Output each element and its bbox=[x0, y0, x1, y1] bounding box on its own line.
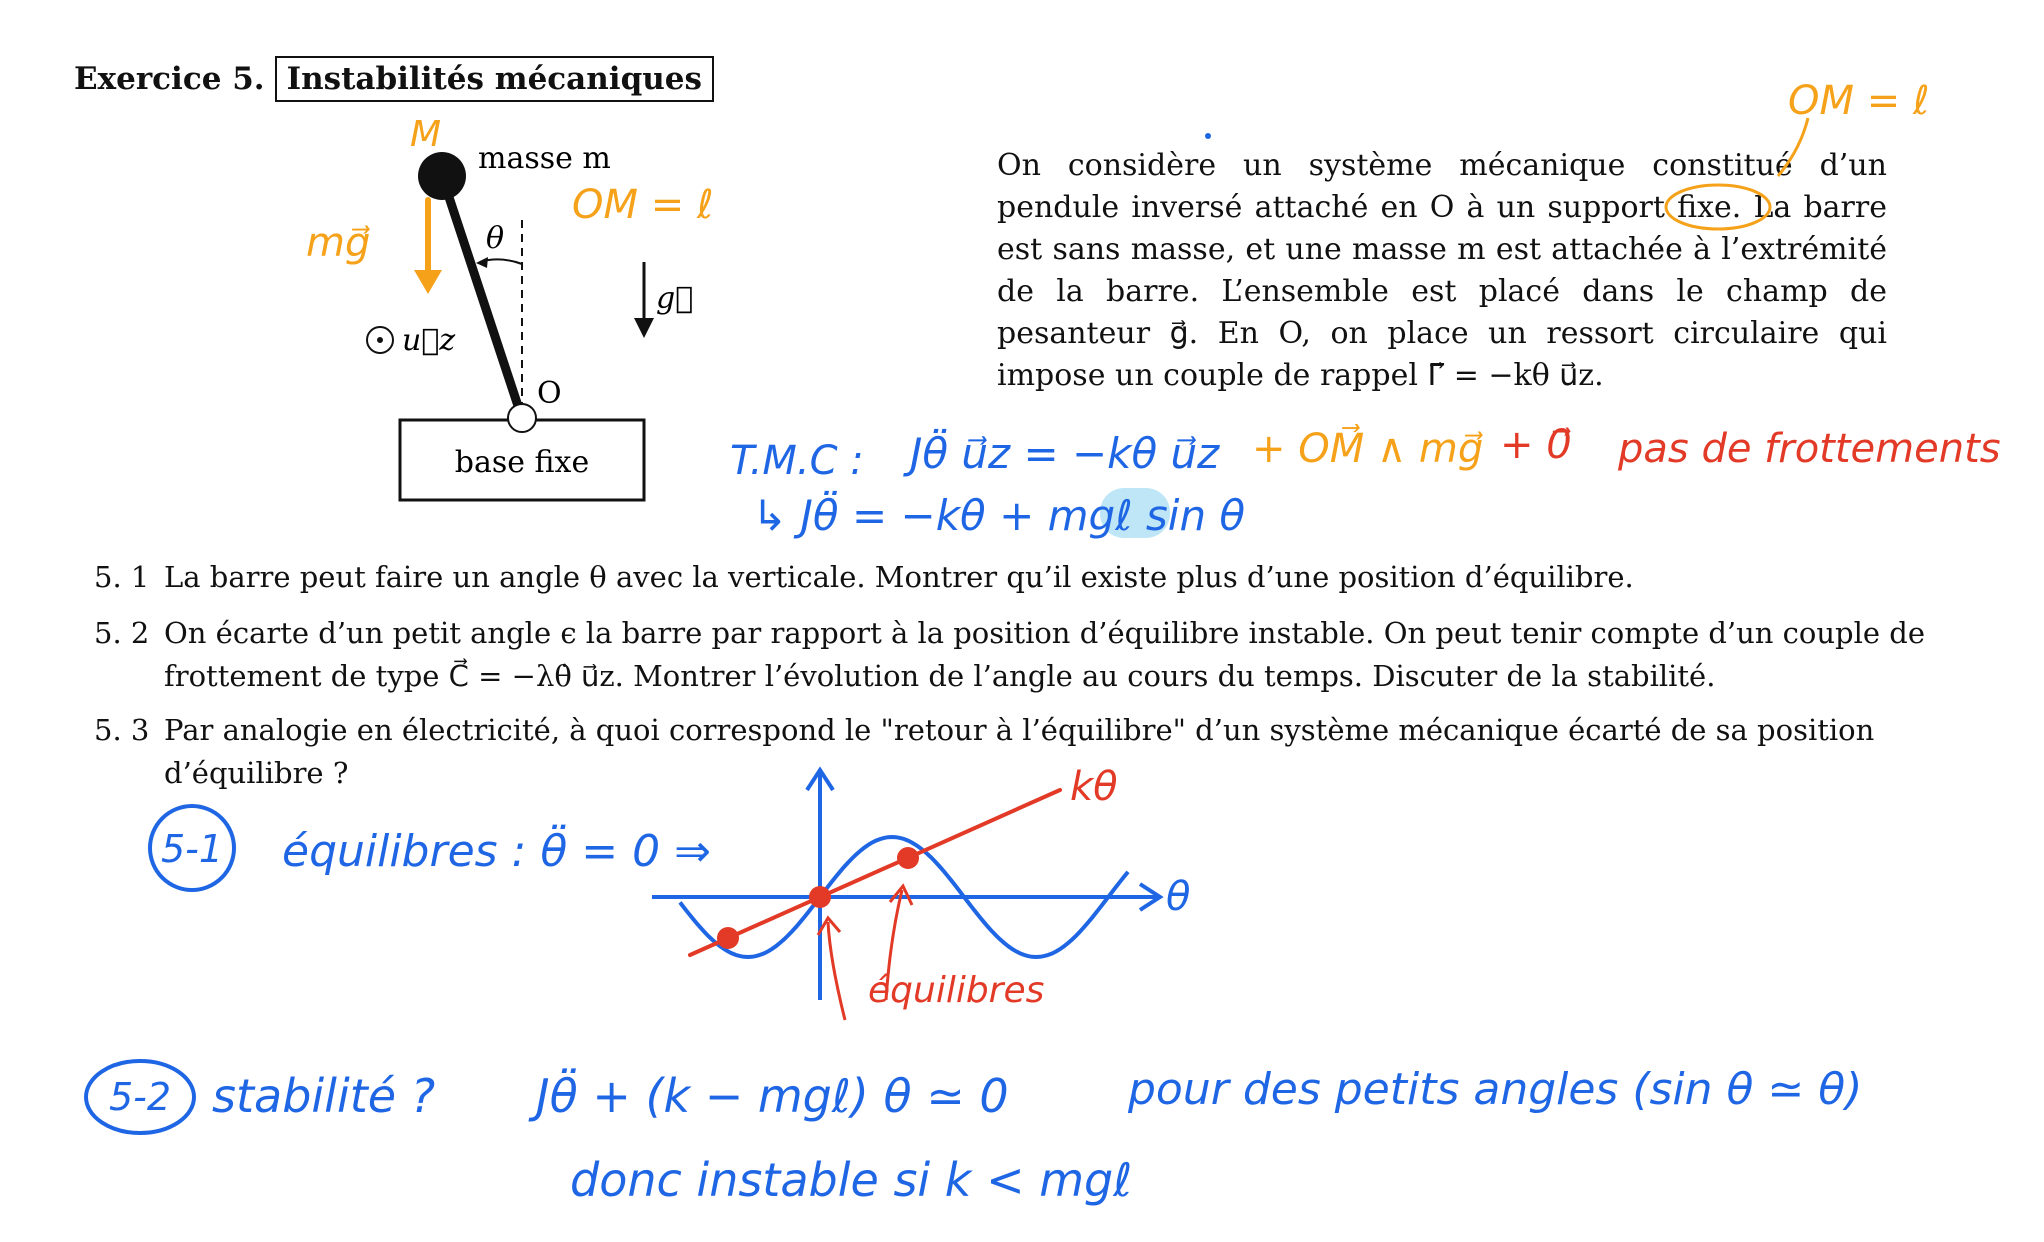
exercise-title: Instabilités mécaniques bbox=[275, 56, 714, 102]
origin-label: O bbox=[537, 376, 562, 411]
equilibrium-point-1 bbox=[717, 927, 739, 949]
equilibrium-point-3 bbox=[897, 847, 919, 869]
equilibrium-point-2 bbox=[809, 886, 831, 908]
gravity-label: g⃗ bbox=[656, 281, 694, 316]
base-label: base fixe bbox=[454, 445, 590, 480]
plot-k-theta-label: kθ bbox=[1070, 764, 1118, 810]
question-number: 5. 2 bbox=[94, 616, 150, 650]
small-angle-note: pour des petits angles (sin θ ≃ θ) bbox=[1128, 1064, 1863, 1115]
question-text: La barre peut faire un angle θ avec la verticale. Montrer qu’il existe plus d’une position d’équilibre. bbox=[164, 560, 1634, 594]
theta-label: θ bbox=[486, 221, 505, 256]
uz-label: u⃗z bbox=[402, 323, 456, 358]
plot-equilibria-label: équilibres bbox=[868, 970, 1045, 1011]
om-length-corner-note: OM = ℓ bbox=[1788, 78, 1930, 124]
exercise-label: Exercice 5. bbox=[74, 61, 265, 97]
section-5-2-tag: 5-2 bbox=[108, 1075, 172, 1119]
pointer-to-origin bbox=[828, 922, 845, 1020]
tmc-moment-term: + OM⃗ ∧ mg⃗ bbox=[1252, 426, 1484, 472]
point-m-label: M bbox=[410, 114, 442, 155]
plot-theta-label: θ bbox=[1166, 874, 1191, 920]
tmc-result-equation: ↳ Jθ̈ = −kθ + mgℓ sin θ bbox=[752, 491, 1246, 540]
tmc-prefix: T.M.C : bbox=[730, 438, 864, 484]
problem-statement: On considère un système mécanique constitué d’un pendule inversé attaché en O à un support fixe. La barre est sans masse, et une masse m est attachée à l’extrémité de la barre. L’ensemble est placé dans le champ de pesanteur g⃗. En O, on place un ressort circulaire qui impose un couple de rappel Γ⃗ = −kθ u⃗z. bbox=[997, 148, 1887, 393]
question-number: 5. 3 bbox=[94, 713, 150, 747]
section-5-1-tag: 5-1 bbox=[160, 827, 224, 871]
no-friction-note: pas de frottements bbox=[1618, 426, 2001, 472]
tmc-equation-lhs: Jθ̈ u⃗z = −kθ u⃗z bbox=[910, 429, 1220, 478]
weight-label: mg⃗ bbox=[306, 220, 371, 266]
question-number: 5. 1 bbox=[94, 560, 150, 594]
question-text: On écarte d’un petit angle ϵ la barre par rapport à la position d’équilibre instable. On peut tenir compte d’un couple de frottement de type C⃗ = −λθ̇ u⃗z. Montrer l’évolution de l’angle au cours du temps. Discuter de la stabilité. bbox=[164, 616, 1925, 693]
equilibria-condition: équilibres : θ̈ = 0 ⇒ bbox=[282, 826, 711, 877]
instability-conclusion: donc instable si k < mgℓ bbox=[570, 1153, 1133, 1207]
stability-question: stabilité ? bbox=[212, 1069, 436, 1123]
tmc-zero-term: + 0⃗ bbox=[1500, 422, 1572, 468]
om-length-note: OM = ℓ bbox=[572, 182, 714, 228]
small-angle-equation: Jθ̈ + (k − mgℓ) θ ≃ 0 bbox=[536, 1069, 1009, 1123]
k-theta-line bbox=[690, 790, 1060, 955]
question-text: Par analogie en électricité, à quoi correspond le "retour à l’équilibre" d’un système mécanique écarté de sa position d’équilibre ? bbox=[164, 713, 1875, 790]
mass-label: masse m bbox=[478, 141, 611, 176]
